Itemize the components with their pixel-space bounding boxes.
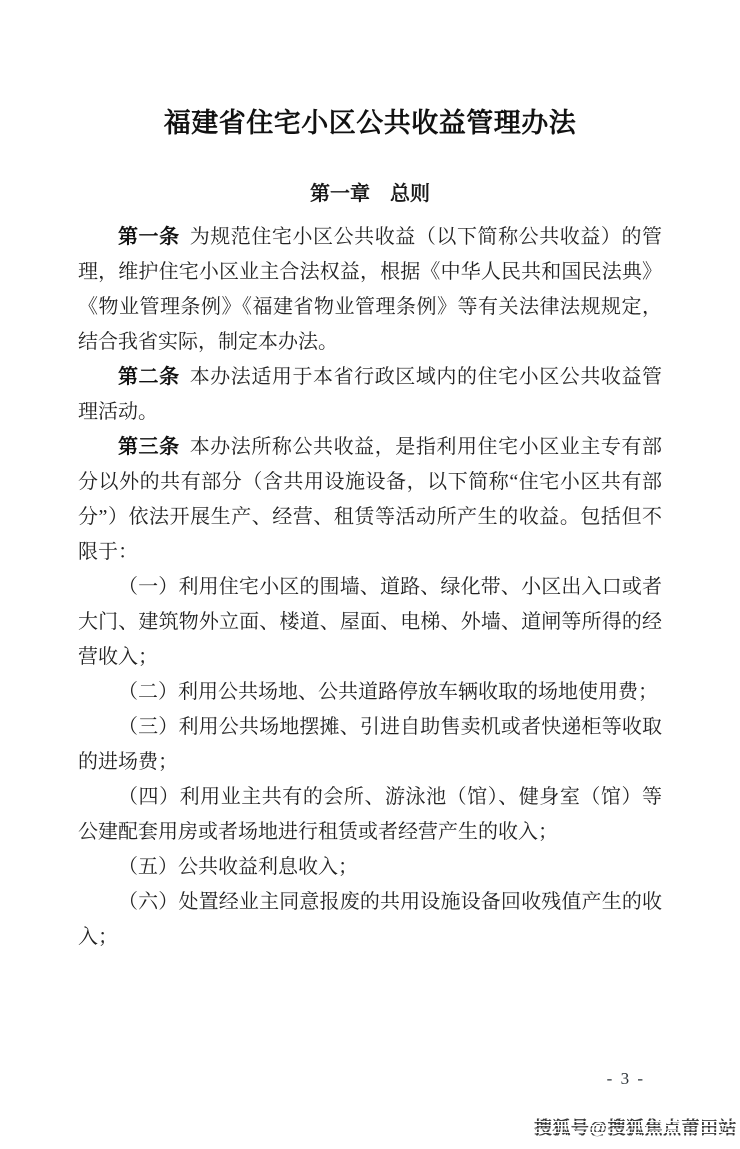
paragraph-text: （四）利用业主共有的会所、游泳池（馆）、健身室（馆）等公建配套用房或者场地进行租赁或者经营产生的收入； xyxy=(78,786,662,843)
article-label: 第一条 xyxy=(118,226,180,248)
paragraph-text: 为规范住宅小区公共收益（以下简称公共收益）的管理，维护住宅小区业主合法权益，根据《中华人民共和国民法典》《物业管理条例》《福建省物业管理条例》等有关法律法规规定，结合我省实际，制定本办法。 xyxy=(78,226,663,353)
document-body xyxy=(78,220,662,955)
paragraph xyxy=(78,360,662,430)
paragraph-text: （一）利用住宅小区的围墙、道路、绿化带、小区出入口或者大门、建筑物外立面、楼道、屋面、电梯、外墙、道闸等所得的经营收入； xyxy=(78,576,662,668)
chapter-heading: 第一章 总则 xyxy=(310,183,430,205)
page-number: - 3 - xyxy=(606,1069,645,1088)
paragraph-text: （六）处置经业主同意报废的共用设施设备回收残值产生的收入； xyxy=(78,891,662,948)
paragraph xyxy=(78,710,662,780)
paragraph-text: （二）利用公共场地、公共道路停放车辆收取的场地使用费； xyxy=(118,681,658,703)
paragraph-text: （三）利用公共场地摆摊、引进自助售卖机或者快递柜等收取的进场费； xyxy=(78,716,662,773)
paragraph-text: 本办法适用于本省行政区域内的住宅小区公共收益管理活动。 xyxy=(78,366,663,423)
paragraph xyxy=(78,570,662,675)
article-label: 第二条 xyxy=(118,366,180,388)
paragraph xyxy=(78,885,662,955)
paragraph xyxy=(78,780,662,850)
watermark: 搜狐号@搜狐焦点莆田站 xyxy=(534,1115,737,1141)
paragraph xyxy=(78,430,662,570)
document-title: 福建省住宅小区公共收益管理办法 xyxy=(163,108,577,138)
paragraph-text: （五）公共收益利息收入； xyxy=(118,856,358,878)
paragraph xyxy=(78,675,662,710)
document-page xyxy=(0,103,740,955)
article-label: 第三条 xyxy=(118,436,180,458)
paragraph xyxy=(78,220,662,360)
paragraph xyxy=(78,850,662,885)
paragraph-text: 本办法所称公共收益，是指利用住宅小区业主专有部分以外的共有部分（含共用设施设备，以下简称“住宅小区共有部分”）依法开展生产、经营、租赁等活动所产生的收益。包括但不限于： xyxy=(78,436,663,563)
